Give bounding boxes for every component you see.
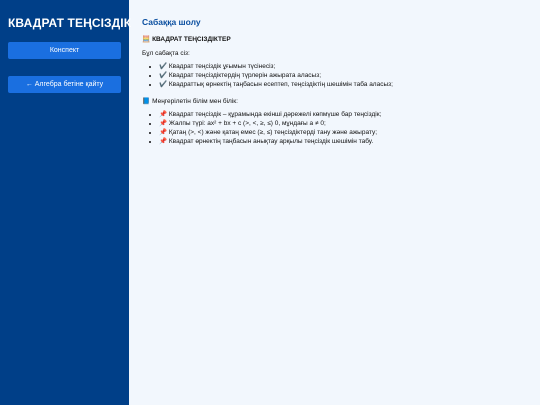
sidebar — [0, 0, 132, 405]
page-title: Сабаққа шолу — [142, 17, 201, 27]
goal-item: • ✔️ Квадраттық өрнектің таңбасын есептеп, теңсіздіктің шешімін таба аласыз; — [159, 81, 526, 89]
book-icon: 📘 — [142, 98, 151, 105]
sidebar-title: КВАДРАТ ТЕҢСІЗДІК — [8, 16, 132, 30]
abacus-icon: 🧮 — [142, 36, 151, 43]
goals-list — [142, 63, 526, 89]
section-title: КВАДРАТ ТЕҢСІЗДІКТЕР — [152, 36, 231, 43]
intro-text: Бұл сабақта сіз: — [142, 50, 190, 57]
knowledge-item: • 📌 Жалпы түрі: ax² + bx + c (>, <, ≥, ≤) 0, мұндағы a ≠ 0; — [159, 120, 526, 128]
goal-item: • ✔️ Квадрат теңсіздіктердің түрлерін ажырата аласыз; — [159, 72, 526, 80]
knowledge-heading — [142, 97, 526, 105]
back-to-algebra-button[interactable]: ← Алгебра бетіне қайту — [8, 76, 121, 93]
section-title-row — [142, 35, 526, 43]
knowledge-item: • 📌 Квадрат өрнектің таңбасын анықтау арқылы теңсіздік шешімін табу. — [159, 138, 526, 146]
main-content — [129, 0, 540, 405]
knowledge-list — [142, 111, 526, 146]
summary-button[interactable]: Конспект — [8, 42, 121, 59]
knowledge-item: • 📌 Қатаң (>, <) және қатаң емес (≥, ≤) теңсіздіктерді тану және ажырату; — [159, 129, 526, 137]
knowledge-intro: Меңгерілетін білім мен білік: — [152, 98, 238, 105]
knowledge-item: • 📌 Квадрат теңсіздік – құрамында екінші дәрежелі көпмүше бар теңсіздік; — [159, 111, 526, 119]
goal-item: • ✔️ Квадрат теңсіздік ұғымын түсінесіз; — [159, 63, 526, 71]
